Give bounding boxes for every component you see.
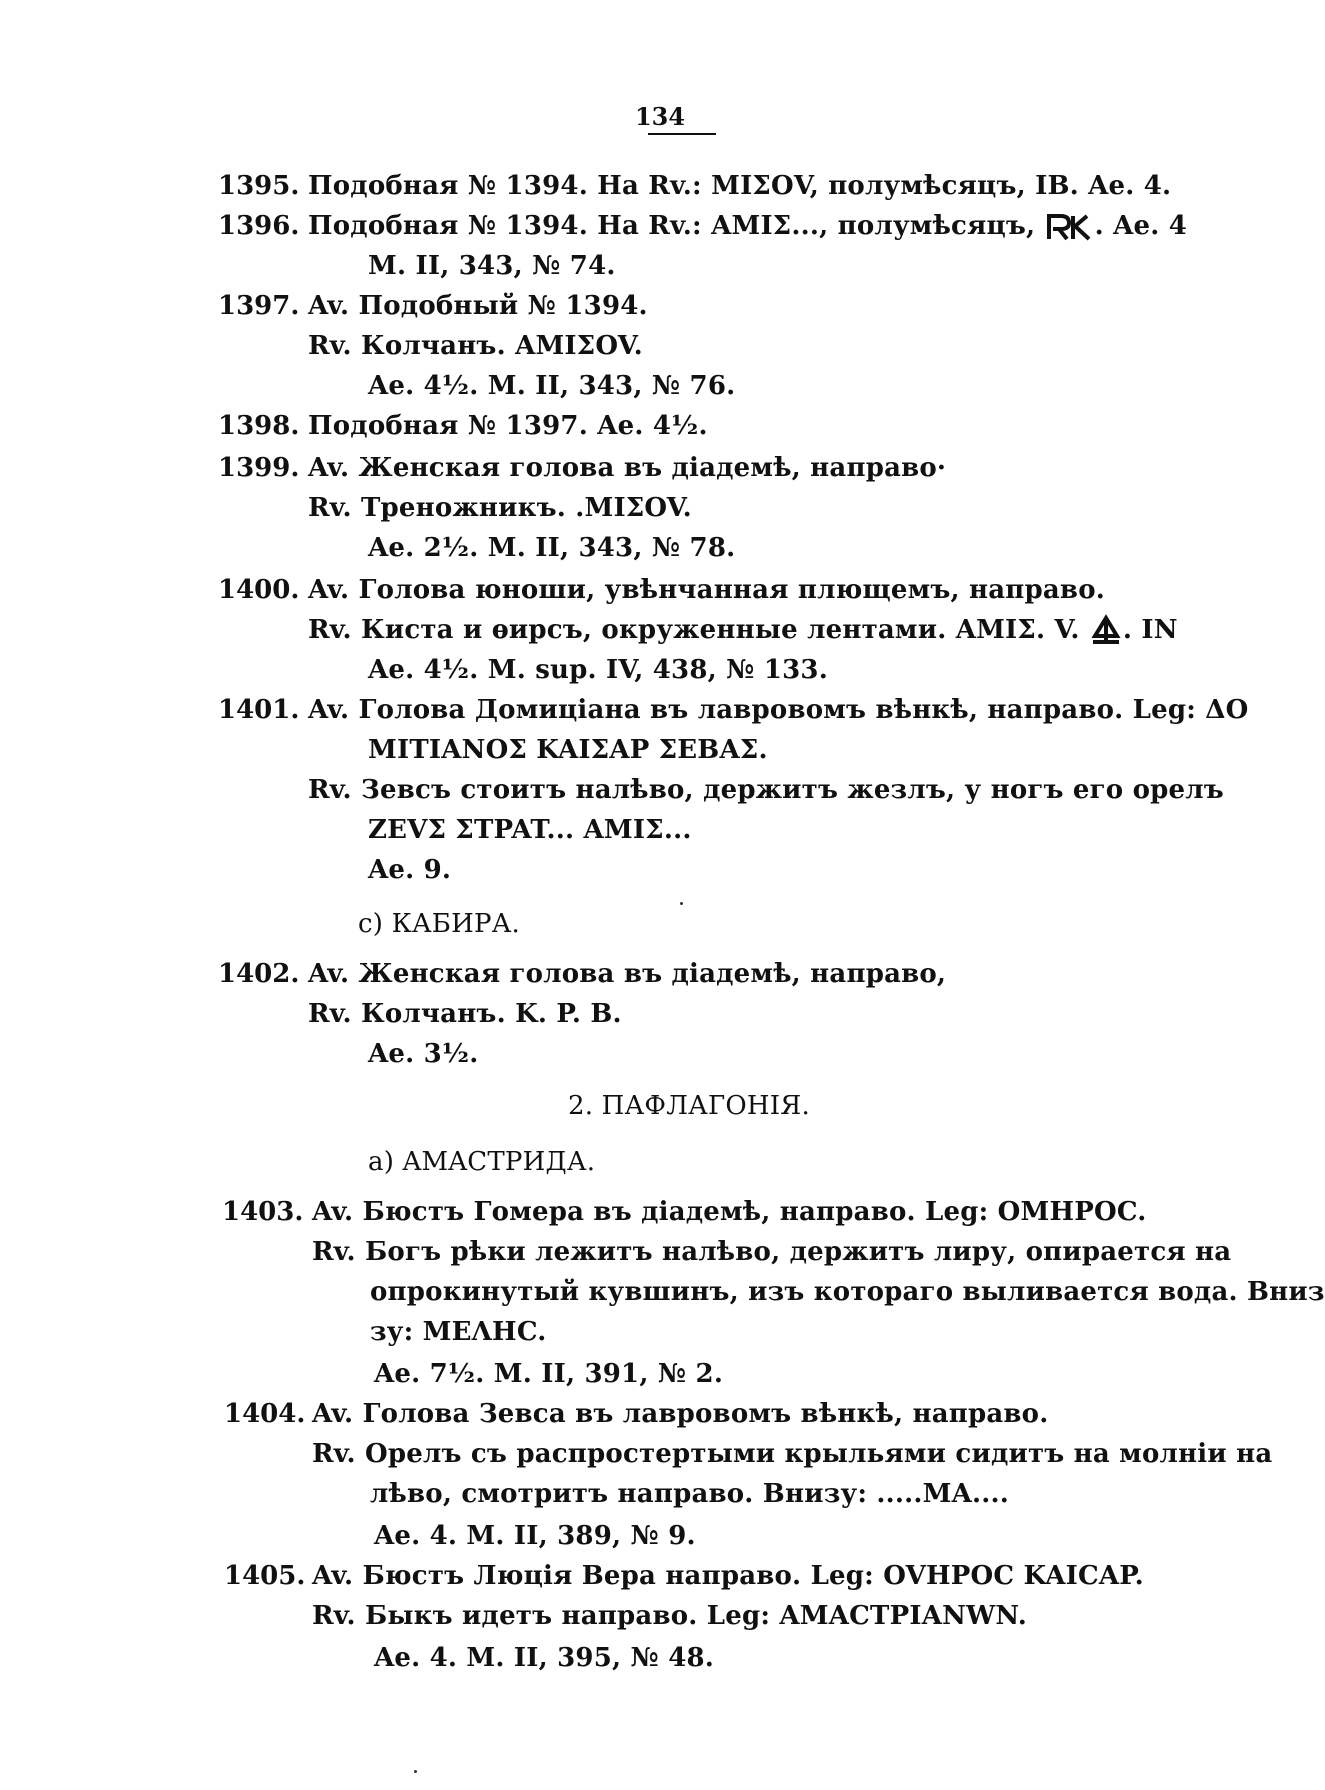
entry-number: 1404. <box>224 1399 306 1429</box>
entry-line: Ae. 7½. M. II, 391, № 2. <box>374 1359 724 1389</box>
page-number: 134 <box>634 102 686 131</box>
entry-number: 1405. <box>224 1561 306 1591</box>
entry-line: Av. Голова юноши, увѣнчанная плющемъ, направо. <box>308 575 1105 605</box>
entry-line: Rv. Быкъ идетъ направо. Leg: AMACTPIANWN. <box>312 1601 1027 1631</box>
entry-line: Rv. Зевсъ стоитъ налѣво, держитъ жезлъ, у ногъ его орелъ <box>308 775 1224 805</box>
entry-line: Ae. 4½. M. II, 343, № 76. <box>368 371 736 401</box>
entry-line: Rv. Орелъ съ распростертыми крыльями сидитъ на молніи на <box>312 1439 1273 1469</box>
entry-line-text: . IN <box>1122 615 1178 645</box>
entry-number: 1399. <box>218 453 300 483</box>
entry-line: Av. Голова Зевса въ лавровомъ вѣнкѣ, направо. <box>312 1399 1049 1429</box>
monogram-rk-icon <box>1045 212 1095 242</box>
entry-line: Rv. Колчанъ. K. P. B. <box>308 999 622 1029</box>
entry-line: Rv. Треножникъ. .MIΣOV. <box>308 493 692 523</box>
entry-line: Av. Бюстъ Люція Вера направо. Leg: OVHPOC KAICAP. <box>312 1561 1144 1591</box>
entry-number: 1403. <box>222 1197 304 1227</box>
entry-line-text: Rv. Киста и ѳирсъ, окруженные лентами. AMIΣ. V. <box>308 615 1080 645</box>
section-heading: a) AMACTPИДА. <box>368 1147 596 1177</box>
entry-line: Ae. 2½. M. II, 343, № 78. <box>368 533 736 563</box>
entry-line: Ae. 4½. M. sup. IV, 438, № 133. <box>368 655 828 685</box>
section-heading: c) КАБИРА. <box>358 909 521 939</box>
entry-line: Rv. Богъ рѣки лежитъ налѣво, держитъ лиру, опирается на <box>312 1237 1232 1267</box>
entry-number: 1397. <box>218 291 300 321</box>
entry-line: Подобная № 1394. На Rv.: ΜΙΣΟV, полумѣсяцъ, IB. Ae. 4. <box>308 171 1172 201</box>
entry-line: Av. Подобный № 1394. <box>308 291 648 321</box>
entry-line: Av. Голова Домиціана въ лавровомъ вѣнкѣ, направо. Leg: ΔO <box>308 695 1249 725</box>
entry-line-text: Подобная № 1394. На Rv.: AMIΣ..., полумѣсяцъ, <box>308 211 1036 241</box>
entry-line: M. II, 343, № 74. <box>368 251 616 281</box>
entry-line: Av. Бюстъ Гомера въ діадемѣ, направо. Leg: OMHPOC. <box>312 1197 1147 1227</box>
entry-line: Ae. 3½. <box>368 1039 479 1069</box>
entry-number: 1396. <box>218 211 300 241</box>
entry-number: 1398. <box>218 411 300 441</box>
stray-mark <box>680 902 683 905</box>
entry-line: лѣво, смотритъ направо. Внизу: .....MA.... <box>370 1479 1010 1509</box>
entry-number: 1395. <box>218 171 300 201</box>
entry-line: Rv. Колчанъ. AMIΣOV. <box>308 331 643 361</box>
entry-line: Av. Женская голова въ діадемѣ, направо, <box>308 959 947 989</box>
region-heading: 2. ПАФЛАГОНІЯ. <box>568 1091 810 1121</box>
entry-number: 1402. <box>218 959 300 989</box>
entry-line: ZEVΣ ΣTPAT... AMIΣ... <box>368 815 692 845</box>
entry-line-text: . Ae. 4 <box>1094 211 1187 241</box>
entry-line: Ae. 9. <box>368 855 452 885</box>
entry-number: 1401. <box>218 695 300 725</box>
entry-line: Ae. 4. M. II, 395, № 48. <box>374 1643 715 1673</box>
monogram-symbol-icon <box>1089 616 1123 646</box>
page-number-rule <box>648 133 716 135</box>
entry-number: 1400. <box>218 575 300 605</box>
stray-mark <box>414 1770 417 1773</box>
entry-line: Ae. 4. M. II, 389, № 9. <box>374 1521 696 1551</box>
entry-line: зу: MEΛHC. <box>370 1317 547 1347</box>
entry-line <box>308 210 1187 242</box>
entry-line: Av. Женская голова въ діадемѣ, направо· <box>308 453 947 483</box>
entry-line: Подобная № 1397. Ae. 4½. <box>308 411 708 441</box>
entry-line: MITIANOΣ KAIΣAP ΣEBAΣ. <box>368 735 768 765</box>
entry-line: опрокинутый кувшинъ, изъ котораго выливается вода. Вниз <box>370 1277 1325 1307</box>
entry-line <box>308 614 1178 646</box>
